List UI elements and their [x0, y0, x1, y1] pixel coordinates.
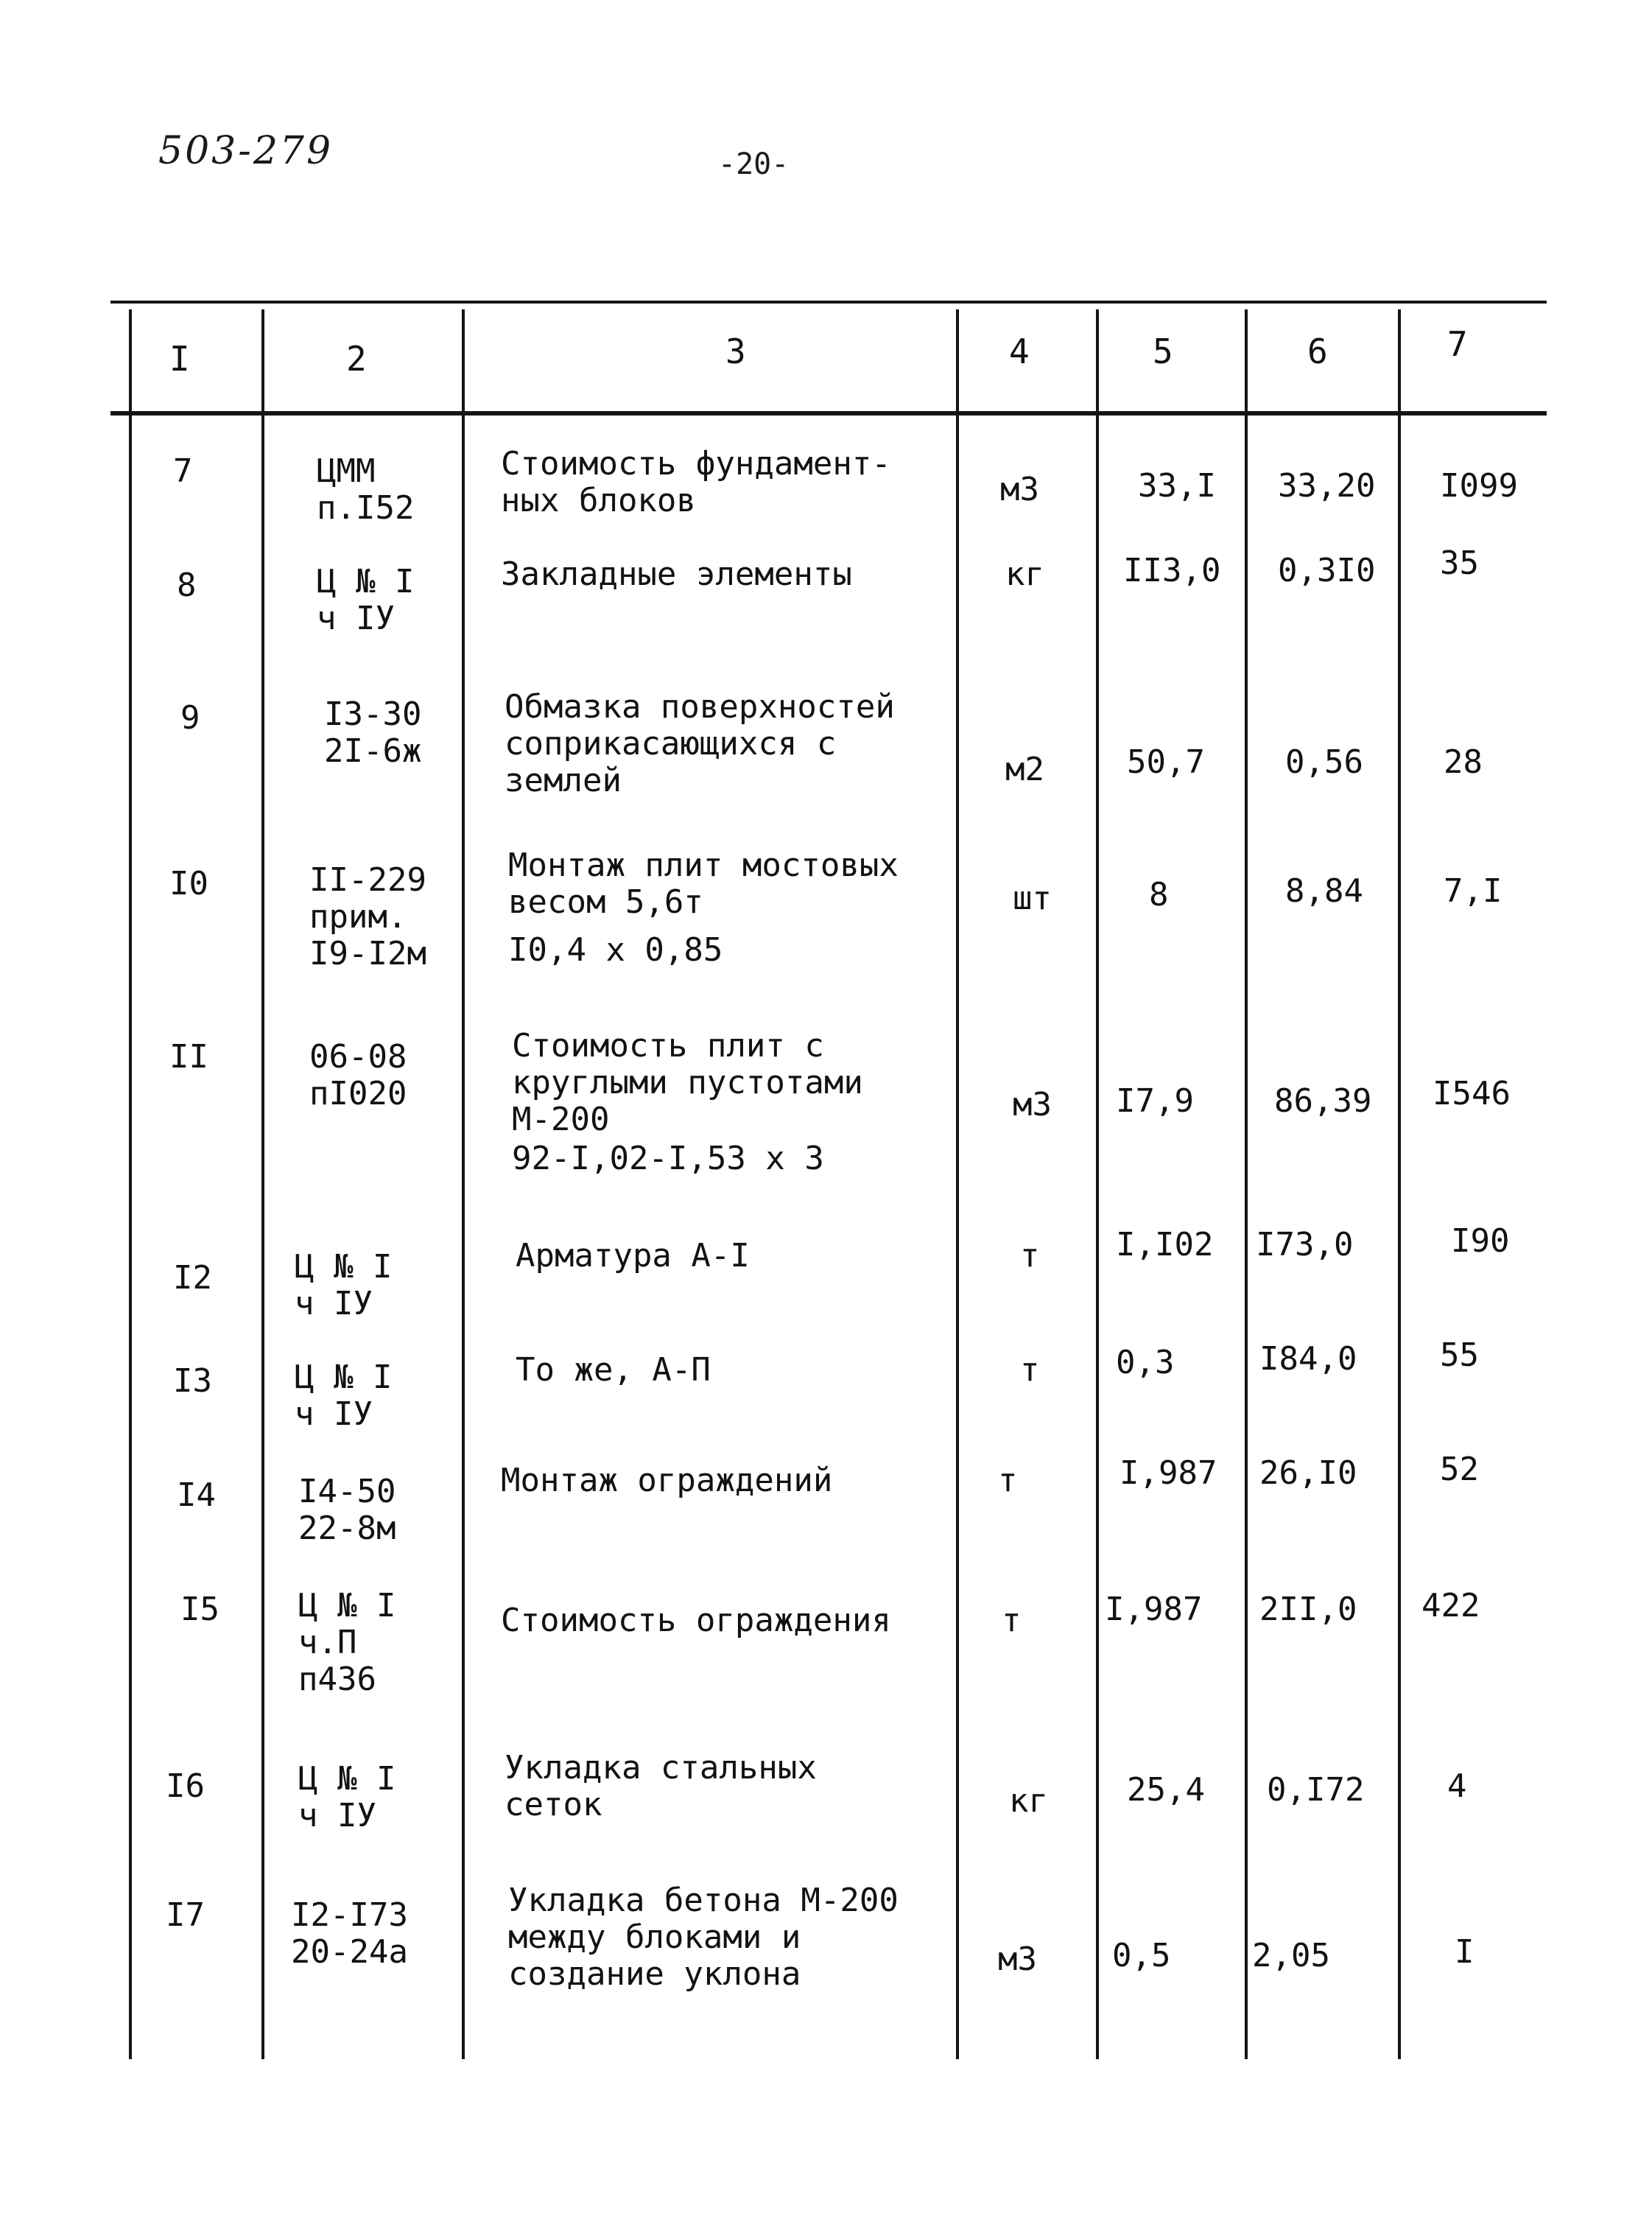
reference-code: Ц № I ч IУ [295, 1248, 393, 1322]
column-header-4: 4 [1009, 332, 1030, 371]
column-divider-1-2 [261, 309, 264, 2059]
unit: т [1020, 1351, 1040, 1389]
column-border-left [129, 309, 132, 2059]
unit-price: 8,84 [1285, 872, 1363, 910]
unit-price: 2II,0 [1259, 1591, 1357, 1628]
unit-price: 2,05 [1252, 1937, 1330, 1974]
item-description: То же, А-П [516, 1351, 711, 1389]
total-cost: I099 [1440, 467, 1518, 505]
unit: т [1002, 1602, 1022, 1639]
unit: т [1020, 1237, 1040, 1275]
column-header-7: 7 [1447, 324, 1468, 364]
total-cost: I546 [1433, 1075, 1511, 1112]
quantity: 50,7 [1127, 743, 1205, 781]
item-description: Укладка бетона М-200 между блоками и создание уклона [508, 1882, 899, 1993]
document-code: 503-279 [158, 129, 334, 173]
unit-price: 26,I0 [1259, 1454, 1357, 1492]
unit: шт [1013, 880, 1052, 917]
reference-code: Ц № I ч IУ [317, 563, 415, 637]
row-number: I2 [173, 1259, 212, 1297]
column-divider-5-6 [1245, 309, 1248, 2059]
reference-code: I2-I73 20-24а [291, 1896, 408, 1971]
unit-price: I73,0 [1256, 1226, 1354, 1263]
item-description: Стоимость плит с круглыми пустотами М-200 [512, 1027, 863, 1138]
column-header-3: 3 [725, 332, 746, 371]
total-cost: 7,I [1444, 872, 1502, 910]
unit: м3 [1000, 471, 1039, 508]
unit: м3 [1013, 1086, 1052, 1123]
quantity: I,987 [1120, 1454, 1217, 1492]
quantity: 33,I [1138, 467, 1216, 505]
quantity: 8 [1149, 876, 1169, 914]
total-cost: I [1455, 1933, 1475, 1971]
unit-price: I84,0 [1259, 1340, 1357, 1378]
total-cost: 28 [1444, 743, 1483, 781]
reference-code: ЦММ п.I52 [317, 452, 415, 527]
page-number: -20- [718, 147, 790, 181]
row-number: 8 [177, 567, 197, 604]
quantity: 25,4 [1127, 1771, 1205, 1809]
table-top-rule [110, 301, 1547, 304]
unit: т [998, 1462, 1018, 1499]
item-description: Обмазка поверхностей соприкасающихся с землей [505, 688, 895, 799]
row-number: I5 [180, 1591, 219, 1628]
unit: м2 [1005, 751, 1044, 788]
row-number: I6 [166, 1767, 205, 1805]
item-description: Закладные элементы [501, 555, 852, 593]
column-header-5: 5 [1153, 332, 1173, 371]
row-number: 7 [173, 452, 193, 490]
reference-code: I3-30 2I-6ж [324, 695, 422, 770]
unit: кг [1005, 555, 1044, 593]
column-divider-6-7 [1398, 309, 1401, 2059]
unit-price: 0,56 [1285, 743, 1363, 781]
total-cost: 4 [1447, 1767, 1467, 1805]
row-number: I7 [166, 1896, 205, 1934]
unit-price: 0,3I0 [1278, 552, 1376, 589]
quantity: 0,5 [1112, 1937, 1171, 1974]
quantity: I,I02 [1116, 1226, 1214, 1263]
unit-price: 33,20 [1278, 467, 1376, 505]
header-rule [110, 411, 1547, 416]
column-divider-2-3 [462, 309, 465, 2059]
reference-code: Ц № I ч IУ [295, 1359, 393, 1433]
reference-code: Ц № I ч.П п436 [298, 1587, 396, 1698]
quantity: I,987 [1105, 1591, 1203, 1628]
quantity: II3,0 [1123, 552, 1221, 589]
column-divider-3-4 [956, 309, 959, 2059]
item-description: Монтаж ограждений [501, 1462, 833, 1499]
column-header-2: 2 [346, 339, 367, 379]
column-divider-4-5 [1096, 309, 1099, 2059]
item-description: Монтаж плит мостовых весом 5,6т [508, 846, 899, 921]
unit-price: 86,39 [1274, 1082, 1372, 1120]
item-description: Арматура А-I [516, 1237, 750, 1275]
column-header-1: I [169, 339, 190, 379]
reference-code: 06-08 пI020 [309, 1038, 407, 1112]
column-header-6: 6 [1307, 332, 1328, 371]
row-number: 9 [180, 699, 200, 737]
item-note: I0,4 х 0,85 [508, 931, 723, 969]
total-cost: I90 [1451, 1222, 1510, 1260]
item-note: 92-I,02-I,53 х 3 [512, 1140, 824, 1177]
total-cost: 52 [1440, 1451, 1479, 1488]
reference-code: Ц № I ч IУ [298, 1760, 396, 1834]
quantity: I7,9 [1116, 1082, 1194, 1120]
total-cost: 422 [1421, 1587, 1480, 1624]
item-description: Укладка стальных сеток [505, 1749, 817, 1823]
row-number: I4 [177, 1476, 216, 1514]
row-number: II [169, 1038, 208, 1076]
total-cost: 55 [1440, 1336, 1479, 1374]
unit-price: 0,I72 [1267, 1771, 1365, 1809]
quantity: 0,3 [1116, 1344, 1175, 1381]
row-number: I0 [169, 865, 208, 902]
row-number: I3 [173, 1362, 212, 1400]
total-cost: 35 [1440, 544, 1479, 582]
unit: кг [1009, 1782, 1048, 1820]
item-description: Стоимость фундамент- ных блоков [501, 445, 891, 519]
item-description: Стоимость ограждения [501, 1602, 891, 1639]
unit: м3 [998, 1941, 1037, 1978]
reference-code: I4-50 22-8м [298, 1473, 396, 1547]
reference-code: II-229 прим. I9-I2м [309, 861, 426, 972]
